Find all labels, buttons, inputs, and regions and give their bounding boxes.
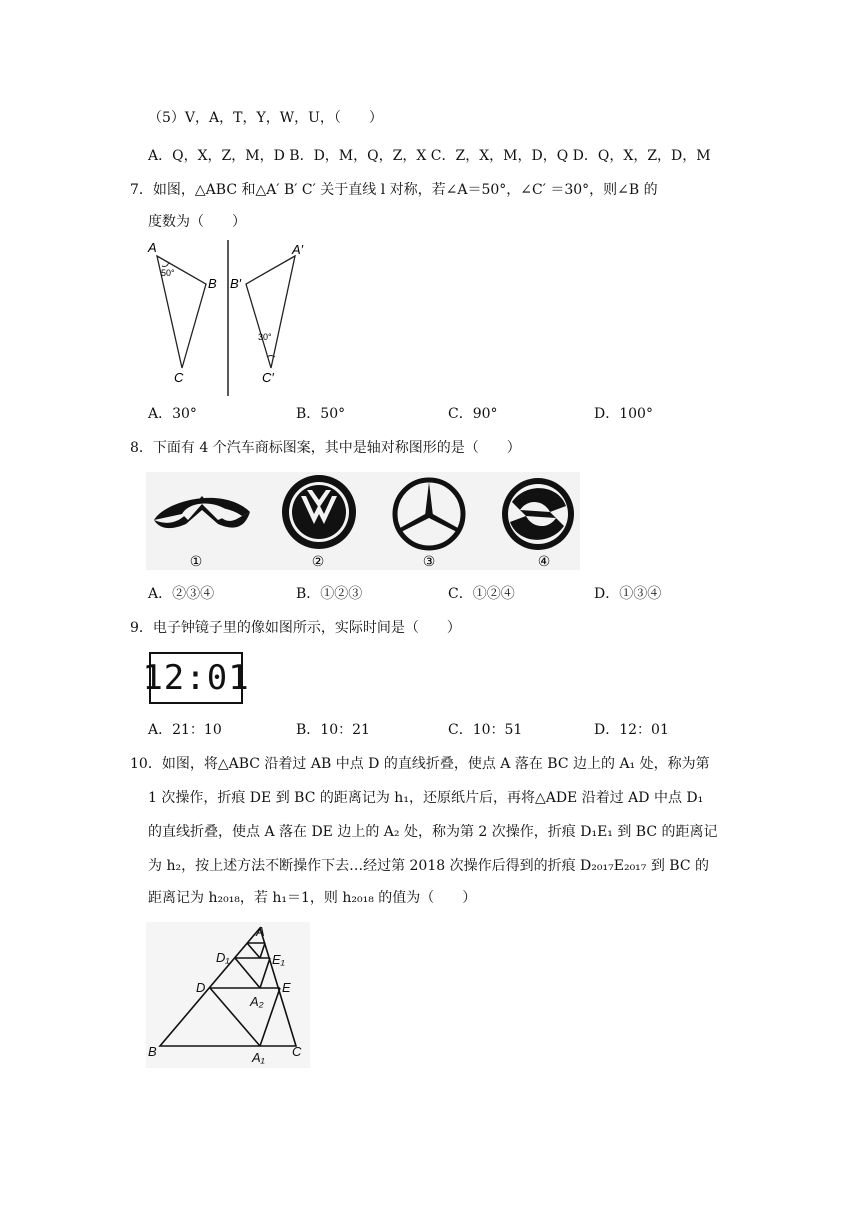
q7-option-a: A．30° xyxy=(148,406,197,422)
clock-digits: 12:01 xyxy=(142,658,250,698)
q8-option-a: A．②③④ xyxy=(148,586,215,602)
q10-stem-line4: 为 h₂，按上述方法不断操作下去…经过第 2018 次操作后得到的折痕 D₂₀₁₇E₂₀₁₇ 到 BC 的 xyxy=(148,858,710,874)
label-b: B xyxy=(208,276,217,291)
fold-label-c: C xyxy=(292,1044,302,1059)
q6-options: A．Q，X，Z，M，D B．D，M，Q，Z，X C．Z，X，M，D，Q D．Q，X，Z，D，M xyxy=(148,148,711,164)
q7-stem-line2: 度数为（ ） xyxy=(148,214,246,230)
label-c: C xyxy=(174,370,184,385)
q7-option-c: C．90° xyxy=(448,406,498,422)
label-b-prime: B′ xyxy=(230,276,242,291)
logo-label-4: ④ xyxy=(537,553,551,569)
q9-option-d: D．12：01 xyxy=(594,722,669,738)
q10-stem-line2: 1 次操作，折痕 DE 到 BC 的距离记为 h₁，还原纸片后，再将△ADE 沿着过 AD 中点 D₁ xyxy=(148,790,704,806)
logo-label-3: ③ xyxy=(422,553,436,569)
fold-label-a2: A₂ xyxy=(250,994,264,1009)
q10-stem-line3: 的直线折叠，使点 A 落在 DE 边上的 A₂ 处，称为第 2 次操作，折痕 D₁E₁ 到 BC 的距离记 xyxy=(148,824,718,840)
label-c-prime: C′ xyxy=(262,370,274,385)
q7-option-d: D．100° xyxy=(594,406,653,422)
q10-stem-line1: 10．如图，将△ABC 沿着过 AB 中点 D 的直线折叠，使点 A 落在 BC 边上的 A₁ 处，称为第 xyxy=(130,756,710,772)
fold-label-e: E xyxy=(282,980,291,995)
q8-option-c: C．①②④ xyxy=(448,586,515,602)
label-a: A xyxy=(148,240,157,255)
fold-label-a1: A₁ xyxy=(252,1050,265,1065)
q7-stem-line1: 7．如图，△ABC 和△A′ B′ C′ 关于直线 l 对称，若∠A＝50°，∠C′ ＝30°，则∠B 的 xyxy=(130,182,658,198)
q8-option-d: D．①③④ xyxy=(594,586,662,602)
label-angle-50: 50° xyxy=(161,268,175,278)
q8-option-b: B．①②③ xyxy=(296,586,363,602)
logo-2-icon xyxy=(282,475,356,549)
q9-option-c: C．10：51 xyxy=(448,722,523,738)
label-angle-30: 30° xyxy=(258,332,272,342)
fold-label-d: D xyxy=(196,980,206,995)
q9-option-a: A．21：10 xyxy=(148,722,222,738)
mirror-clock-display xyxy=(142,652,250,704)
q8-logos-figure xyxy=(146,472,580,570)
triangle-a2b2c2 xyxy=(246,256,295,368)
fold-label-b: B xyxy=(148,1044,157,1059)
fold-label-d1: D₁ xyxy=(216,950,230,965)
q10-fold-figure xyxy=(146,922,310,1068)
label-a-prime: A′ xyxy=(292,242,304,257)
q10-stem-line5: 距离记为 h₂₀₁₈，若 h₁＝1，则 h₂₀₁₈ 的值为（ ） xyxy=(148,890,477,906)
q9-stem: 9．电子钟镜子里的像如图所示，实际时间是（ ） xyxy=(130,620,461,636)
logo-label-1: ① xyxy=(189,553,203,569)
fold-label-e1: E₁ xyxy=(272,952,285,967)
q9-option-b: B．10：21 xyxy=(296,722,370,738)
q8-stem: 8．下面有 4 个汽车商标图案，其中是轴对称图形的是（ ） xyxy=(130,440,521,456)
angle-c2-arc xyxy=(267,356,275,358)
logo-4-icon xyxy=(502,478,574,550)
q7-option-b: B．50° xyxy=(296,406,346,422)
fold-label-a: A xyxy=(256,924,265,939)
logo-label-2: ② xyxy=(311,553,325,569)
q6-item5: （5）V，A，T，Y，W，U，（ ） xyxy=(148,110,383,126)
q7-figure xyxy=(140,238,310,400)
